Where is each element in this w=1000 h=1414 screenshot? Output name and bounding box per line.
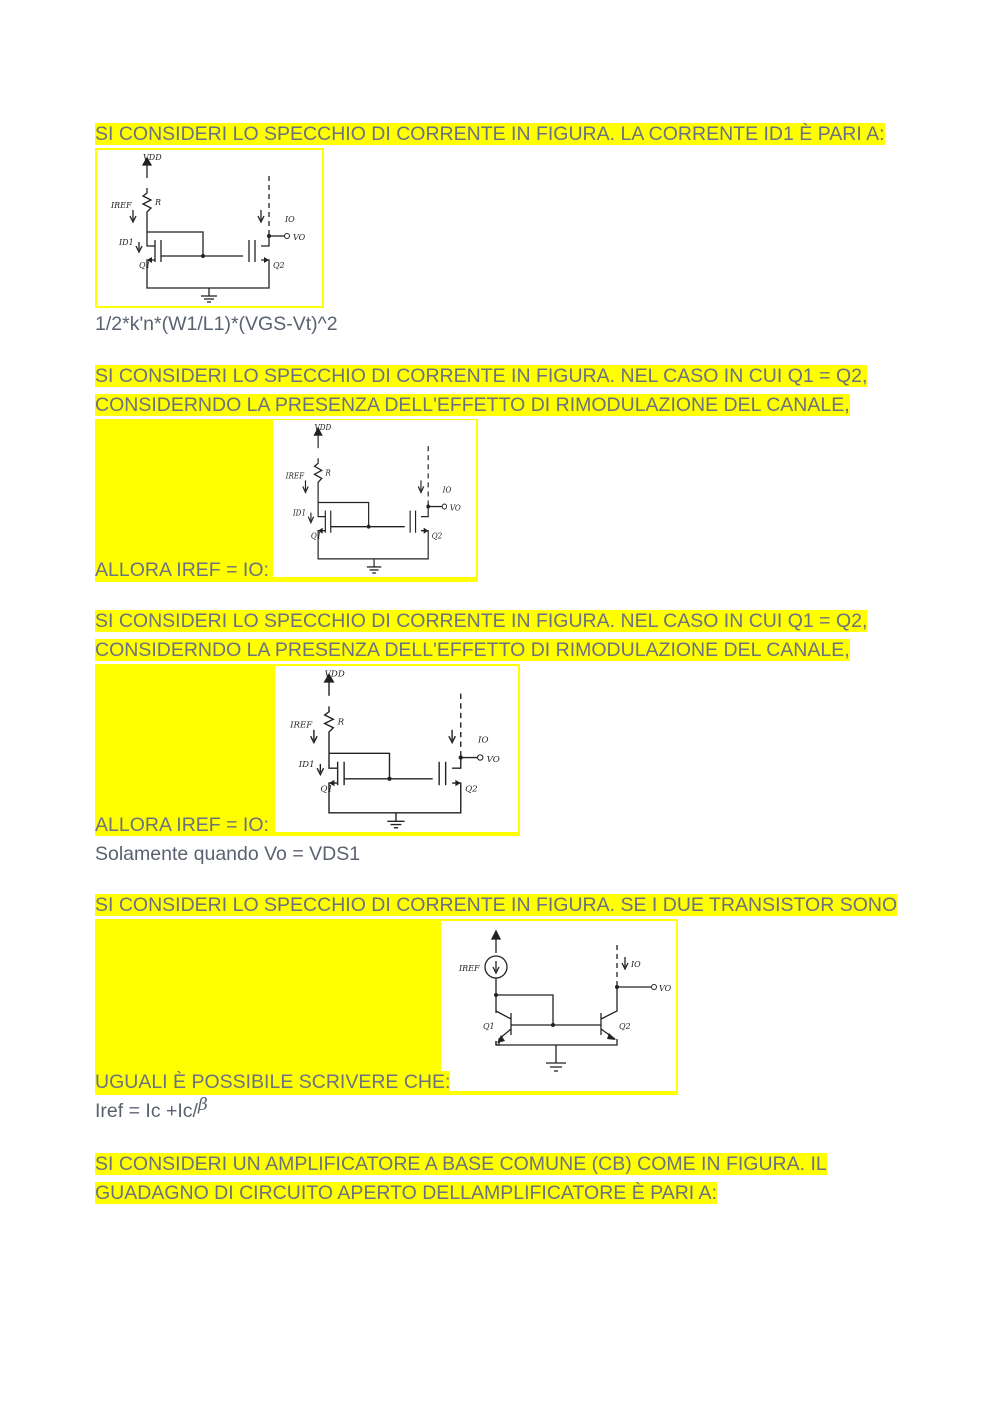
answer-4-text: Iref = Ic +Ic/ <box>95 1100 198 1122</box>
q1-label: Q1 <box>320 784 333 795</box>
vdd-label: VDD <box>143 153 162 162</box>
answer-3: Solamente quando Vo = VDS1 <box>95 843 361 865</box>
question-5-line-1: SI CONSIDERI UN AMPLIFICATORE A BASE COMUNE (CB) COME IN FIGURA. IL <box>95 1153 827 1175</box>
iref-label: IREF <box>111 201 132 210</box>
q2-label: Q2 <box>619 1022 631 1031</box>
question-1 <box>95 120 885 149</box>
question-3-line-1: SI CONSIDERI LO SPECCHIO DI CORRENTE IN FIGURA. NEL CASO IN CUI Q1 = Q2, <box>95 610 868 632</box>
question-4-trailing-text: UGUALI È POSSIBILE SCRIVERE CHE: <box>95 1071 451 1093</box>
question-3-cont <box>95 636 850 665</box>
question-4-line-1: SI CONSIDERI LO SPECCHIO DI CORRENTE IN FIGURA. SE I DUE TRANSISTOR SONO <box>95 894 898 916</box>
question-2-trailing <box>95 556 269 585</box>
question-2-line-1: SI CONSIDERI LO SPECCHIO DI CORRENTE IN FIGURA. NEL CASO IN CUI Q1 = Q2, <box>95 365 868 387</box>
question-2-cont <box>95 391 850 420</box>
q1-label: Q1 <box>310 531 322 541</box>
question-4-trailing <box>95 1068 450 1097</box>
question-2 <box>95 362 867 391</box>
io-label: IO <box>285 215 295 224</box>
question-2-trailing-text: ALLORA IREF = IO: <box>95 559 269 581</box>
question-3-trailing <box>95 811 269 840</box>
question-5 <box>95 1150 827 1179</box>
iref-label: IREF <box>459 964 480 973</box>
mosfet-mirror-diagram <box>273 420 476 577</box>
q2-label: Q2 <box>465 784 478 795</box>
r-label: R <box>325 467 331 478</box>
io-label: IO <box>478 735 489 746</box>
q2-label: Q2 <box>431 531 443 541</box>
question-4 <box>95 891 897 920</box>
answer-4 <box>95 1095 208 1125</box>
mosfet-mirror-diagram <box>275 666 518 832</box>
figure-4-bjt-current-mirror <box>441 921 676 1091</box>
vo-label: VO <box>659 984 672 993</box>
r-label: R <box>337 717 345 728</box>
vo-label: VO <box>293 233 306 242</box>
question-3 <box>95 607 867 636</box>
figure-2-mosfet-current-mirror <box>273 420 476 577</box>
question-5-cont <box>95 1179 717 1208</box>
figure-1-mosfet-current-mirror <box>97 150 322 306</box>
question-1-line-1: SI CONSIDERI LO SPECCHIO DI CORRENTE IN FIGURA. LA CORRENTE ID1 È PARI A: <box>95 123 885 145</box>
vdd-label: VDD <box>314 422 332 433</box>
io-label: IO <box>442 485 452 495</box>
q1-label: Q1 <box>483 1022 495 1031</box>
answer-1: 1/2*k'n*(W1/L1)*(VGS-Vt)^2 <box>95 313 338 335</box>
question-3-trailing-text: ALLORA IREF = IO: <box>95 814 269 836</box>
iref-label: IREF <box>285 471 305 481</box>
bjt-mirror-diagram <box>441 921 676 1091</box>
iref-label: IREF <box>290 720 313 731</box>
r-label: R <box>155 198 162 207</box>
q1-label: Q1 <box>139 261 151 270</box>
question-5-line-2: GUADAGNO DI CIRCUITO APERTO DELLAMPLIFICATORE È PARI A: <box>95 1182 717 1204</box>
id1-label: ID1 <box>119 238 134 247</box>
vdd-label: VDD <box>324 669 345 680</box>
id1-label: ID1 <box>298 760 315 771</box>
io-label: IO <box>631 960 641 969</box>
vo-label: VO <box>486 754 500 765</box>
question-2-line-2: CONSIDERNDO LA PRESENZA DELL'EFFETTO DI RIMODULAZIONE DEL CANALE, <box>95 394 850 416</box>
beta-symbol: β <box>197 1095 208 1115</box>
vo-label: VO <box>449 503 461 513</box>
id1-label: ID1 <box>292 508 307 518</box>
q2-label: Q2 <box>273 261 285 270</box>
mosfet-mirror-diagram <box>97 150 322 306</box>
figure-3-mosfet-current-mirror <box>275 666 518 832</box>
question-3-line-2: CONSIDERNDO LA PRESENZA DELL'EFFETTO DI RIMODULAZIONE DEL CANALE, <box>95 639 850 661</box>
